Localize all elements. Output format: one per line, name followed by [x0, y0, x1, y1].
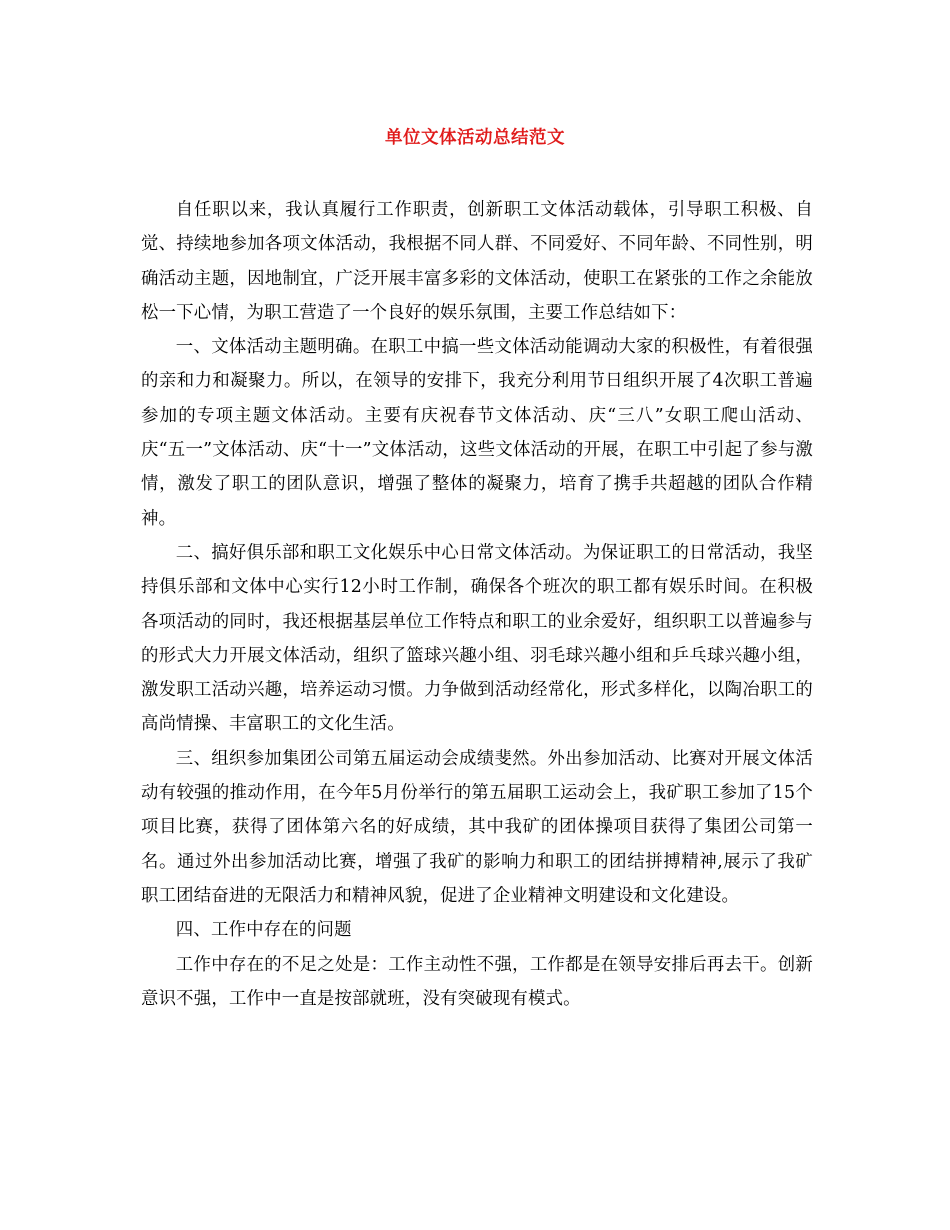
paragraph-section-1: 一、文体活动主题明确。在职工中搞一些文体活动能调动大家的积极性，有着很强的亲和力和凝聚力。所以，在领导的安排下，我充分利用节日组织开展了4次职工普遍参加的专项主题文体活动。主要有庆祝春节文体活动、庆“三八”女职工爬山活动、庆“五一”文体活动、庆“十一”文体活动，这些文体活动的开展，在职工中引起了参与激情，激发了职工的团队意识，增强了整体的凝聚力，培育了携手共超越的团队合作精神。 — [141, 337, 813, 529]
document-body — [141, 193, 813, 1016]
document-title: 单位文体活动总结范文 — [385, 128, 565, 148]
paragraph-intro: 自任职以来，我认真履行工作职责，创新职工文体活动载体，引导职工积极、自觉、持续地参加各项文体活动，我根据不同人群、不同爱好、不同年龄、不同性别，明确活动主题，因地制宜，广泛开展丰富多彩的文体活动，使职工在紧张的工作之余能放松一下心情，为职工营造了一个良好的娱乐氛围，主要工作总结如下： — [141, 200, 813, 323]
section-heading-4: 四、工作中存在的问题 — [175, 920, 352, 941]
paragraph-section-4: 工作中存在的不足之处是：工作主动性不强，工作都是在领导安排后再去干。创新意识不强，工作中一直是按部就班，没有突破现有模式。 — [141, 954, 813, 1009]
paragraph-section-3: 三、组织参加集团公司第五届运动会成绩斐然。外出参加活动、比赛对开展文体活动有较强的推动作用，在今年5月份举行的第五届职工运动会上，我矿职工参加了15个项目比赛，获得了团体第六名的好成绩，其中我矿的团体操项目获得了集团公司第一名。通过外出参加活动比赛，增强了我矿的影响力和职工的团结拼搏精神,展示了我矿职工团结奋进的无限活力和精神风貌，促进了企业精神文明建设和文化建设。 — [141, 748, 813, 906]
paragraph-section-2: 二、搞好俱乐部和职工文化娱乐中心日常文体活动。为保证职工的日常活动，我坚持俱乐部和文体中心实行12小时工作制，确保各个班次的职工都有娱乐时间。在积极各项活动的同时，我还根据基层单位工作特点和职工的业余爱好，组织职工以普遍参与的形式大力开展文体活动，组织了篮球兴趣小组、羽毛球兴趣小组和乒乓球兴趣小组，激发职工活动兴趣，培养运动习惯。力争做到活动经常化，形式多样化，以陶冶职工的高尚情操、丰富职工的文化生活。 — [141, 542, 813, 735]
